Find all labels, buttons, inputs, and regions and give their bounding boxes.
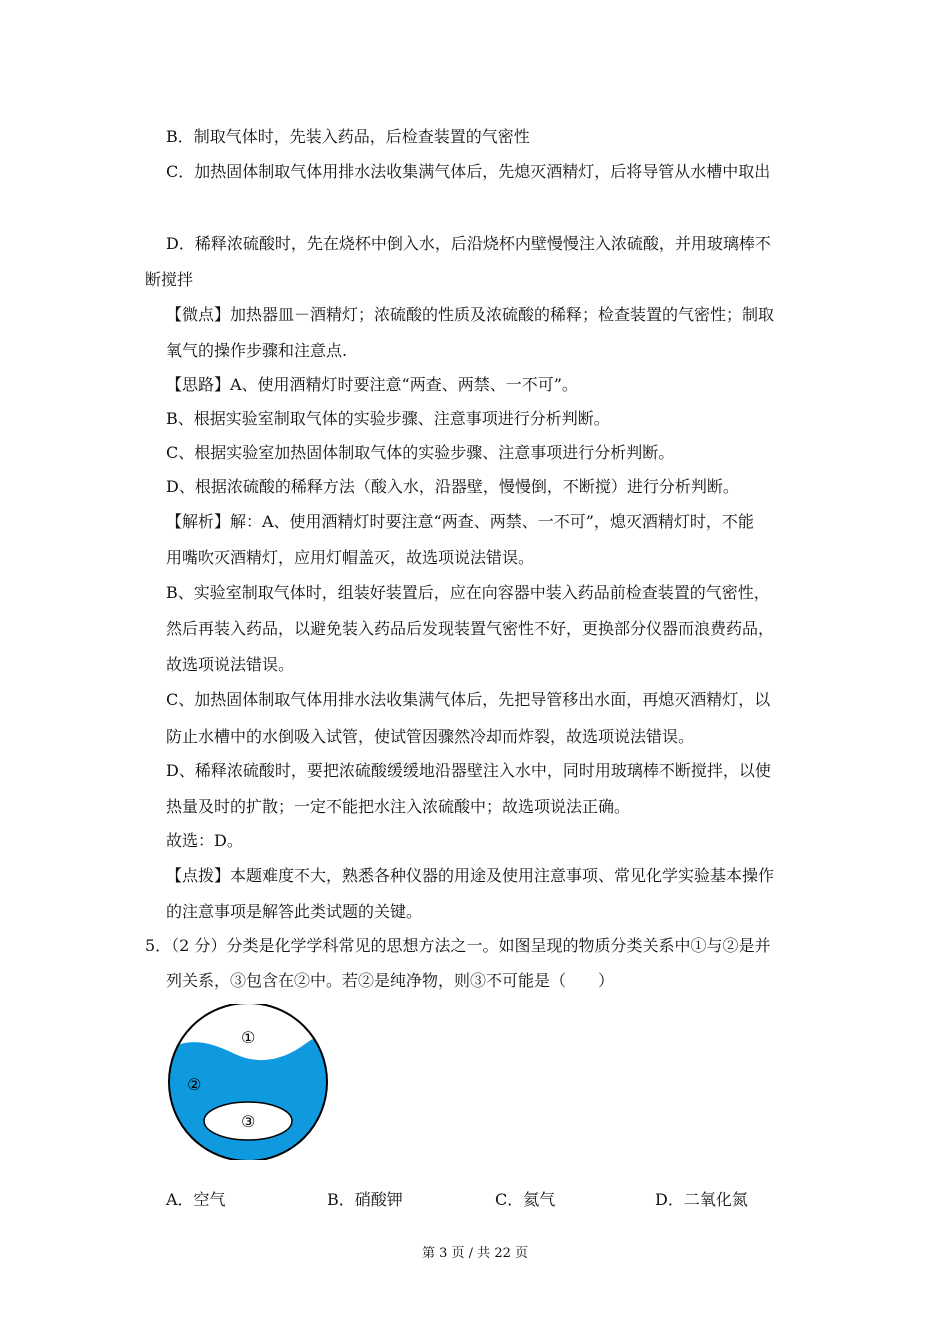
question5-stem-line1: 5．（2 分）分类是化学学科常见的思想方法之一。如图呈现的物质分类关系中①与②是并 [145,936,771,955]
analysis-b-line1: B、实验室制取气体时，组装好装置后，应在向容器中装入药品前检查装置的气密性， [166,583,770,602]
option-b-text: B．制取气体时，先装入药品，后检查装置的气密性 [166,127,530,146]
page-footer: 第 3 页 / 共 22 页 [422,1246,528,1261]
option-d-text-line1: D．稀释浓硫酸时，先在烧杯中倒入水，后沿烧杯内壁慢慢注入浓硫酸，并用玻璃棒不 [166,234,771,253]
analysis-d-line2: 热量及时的扩散；一定不能把水注入浓硫酸中；故选项说法正确。 [166,797,631,816]
q5-option-c: C．氦气 [495,1190,556,1209]
analysis-a-line1: 【解析】解：A、使用酒精灯时要注意“两查、两禁、一不可”，熄灭酒精灯时，不能 [166,512,754,531]
analysis-b-line2: 然后再装入药品，以避免装入药品后发现装置气密性不好，更换部分仪器而浪费药品， [166,619,775,638]
q5-option-d: D．二氧化氮 [655,1190,748,1209]
question5-stem-line2: 列关系，③包含在②中。若②是纯净物，则③不可能是（ ） [166,971,615,990]
analysis-c-line2: 防止水槽中的水倒吸入试管，使试管因骤然冷却而炸裂，故选项说法错误。 [166,727,695,746]
label-1: ① [241,1028,256,1047]
micro-point-line2: 氧气的操作步骤和注意点. [166,341,348,360]
approach-line1: 【思路】A、使用酒精灯时要注意“两查、两禁、一不可”。 [166,375,578,394]
approach-line3: C、根据实验室加热固体制取气体的实验步骤、注意事项进行分析判断。 [166,443,675,462]
analysis-c-line1: C、加热固体制取气体用排水法收集满气体后，先把导管移出水面，再熄灭酒精灯，以 [166,690,771,709]
approach-line2: B、根据实验室制取气体的实验步骤、注意事项进行分析判断。 [166,409,610,428]
tip-line1: 【点拨】本题难度不大，熟悉各种仪器的用途及使用注意事项、常见化学实验基本操作 [166,866,775,885]
micro-point-line1: 【微点】加热器皿－酒精灯；浓硫酸的性质及浓硫酸的稀释；检查装置的气密性；制取 [166,305,775,324]
analysis-b-line3: 故选项说法错误。 [166,655,295,674]
label-3: ③ [241,1112,256,1131]
analysis-d-line1: D、稀释浓硫酸时，要把浓硫酸缓缓地沿器壁注入水中，同时用玻璃棒不断搅拌，以使 [166,761,771,780]
approach-line4: D、根据浓硫酸的稀释方法（酸入水，沿器壁，慢慢倒，不断搅）进行分析判断。 [166,477,739,496]
option-d-text-line2: 断搅拌 [145,270,194,289]
tip-line2: 的注意事项是解答此类试题的关键。 [166,902,423,921]
classification-diagram [165,1004,331,1160]
option-c-text: C．加热固体制取气体用排水法收集满气体后，先熄灭酒精灯，后将导管从水槽中取出 [166,162,771,181]
q5-option-b: B．硝酸钾 [327,1190,403,1209]
analysis-answer: 故选：D。 [166,831,243,850]
analysis-a-line2: 用嘴吹灭酒精灯，应用灯帽盖灭，故选项说法错误。 [166,548,535,567]
label-2: ② [187,1075,202,1094]
q5-option-a: A．空气 [166,1190,226,1209]
